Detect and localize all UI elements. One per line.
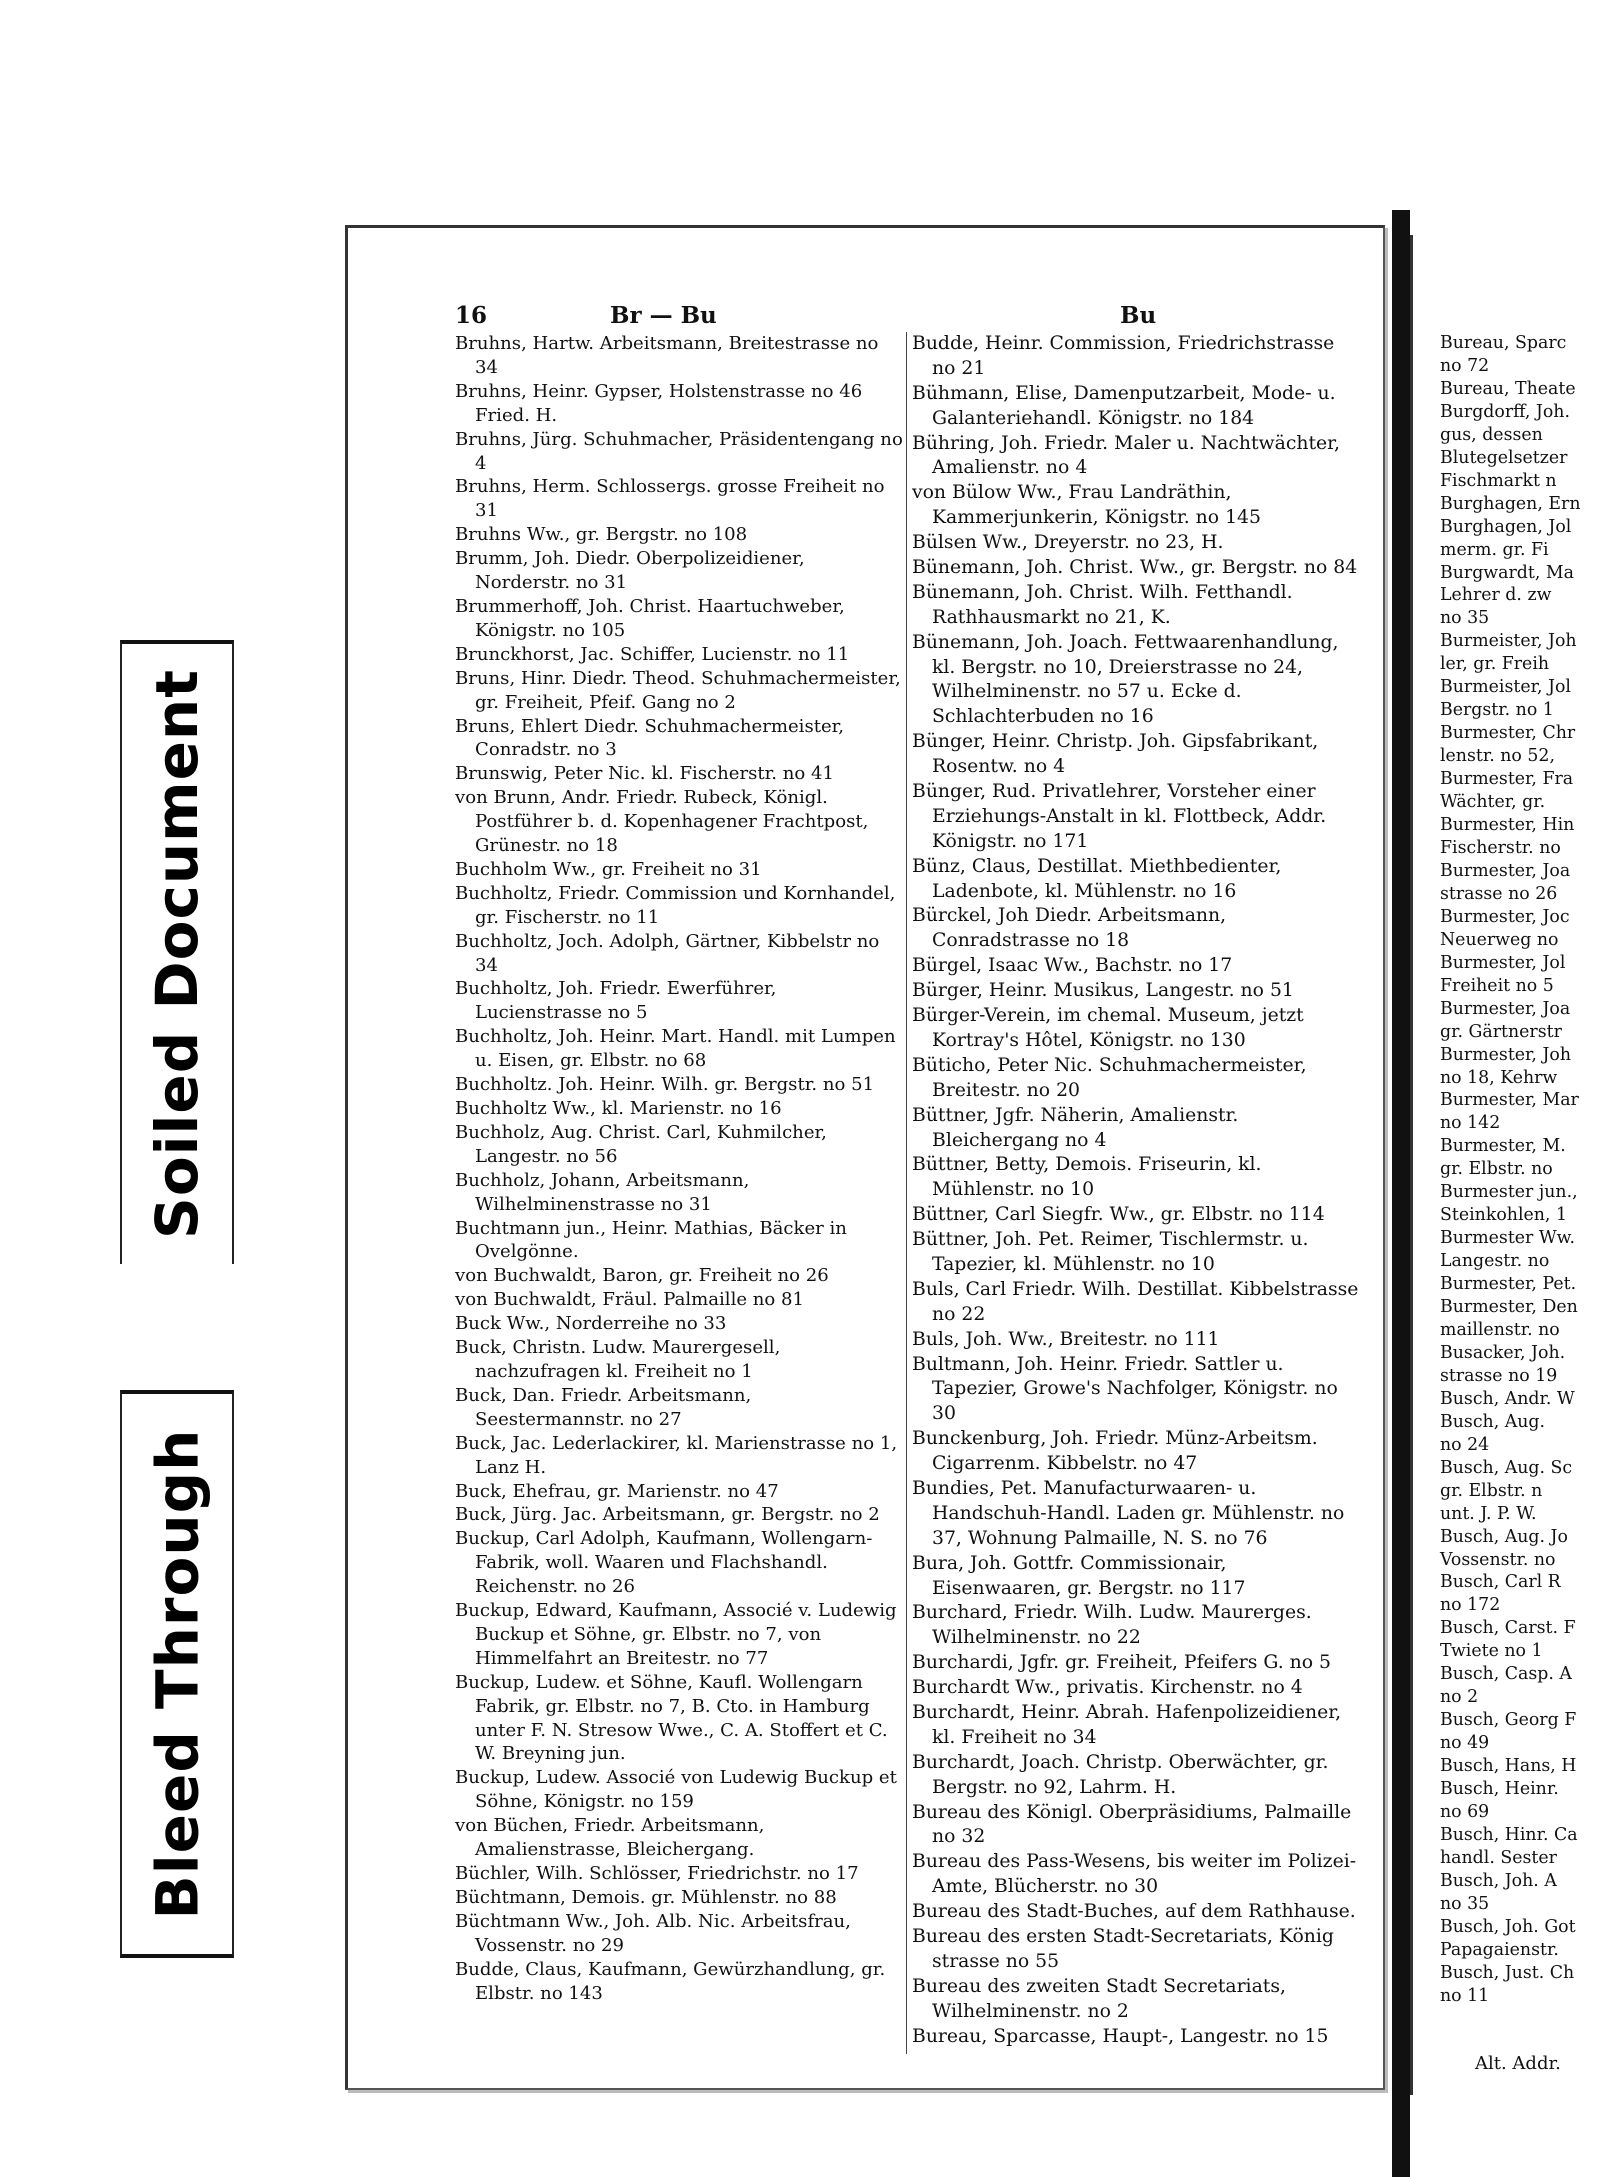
directory-entry: Bünger, Heinr. Christp. Joh. Gipsfabrikant, Rosentw. no 4: [912, 731, 1319, 778]
directory-entry: Büttner, Joh. Pet. Reimer, Tischlermstr. u. Tapezier, kl. Mühlenstr. no 10: [912, 1229, 1309, 1275]
directory-entry: Buchholtz. Joh. Heinr. Wilh. gr. Bergstr. no 51: [455, 1074, 875, 1096]
directory-entry: Busacker, Joh.: [1440, 1342, 1566, 1363]
directory-entry: Burgwardt, Ma: [1440, 562, 1574, 583]
directory-entry: Bureau, Sparc: [1440, 333, 1567, 353]
directory-entry: Bureau des ersten Stadt-Secretariats, König strasse no 55: [912, 1926, 1334, 1972]
soiled-document-stamp: Soiled Document: [120, 640, 234, 1264]
directory-entry: Bura, Joh. Gottfr. Commissionair, Eisenwaaren, gr. Bergstr. no 117: [912, 1552, 1246, 1599]
directory-entry: Bureau, Theate: [1440, 378, 1576, 399]
directory-entry: Bruhns, Heinr. Gypser, Holstenstrasse no 46 Fried. H.: [455, 380, 863, 426]
directory-entry: Burchardt, Joach. Christp. Oberwächter, gr. Bergstr. no 92, Lahrm. H.: [912, 1751, 1329, 1798]
directory-entry: Bruhns, Jürg. Schuhmacher, Präsidentengang no 4: [455, 428, 903, 474]
directory-entry: merm. gr. Fi: [1440, 539, 1549, 560]
directory-entry: no 172: [1440, 1595, 1501, 1616]
directory-entry: Buck, Dan. Friedr. Arbeitsmann, Seestermannstr. no 27: [455, 1384, 752, 1430]
column-divider: [906, 332, 907, 2054]
directory-entry: Buck Ww., Norderreihe no 33: [455, 1313, 727, 1335]
directory-entry: Busch, Just. Ch: [1440, 1962, 1575, 1983]
directory-entry: Fischmarkt n: [1440, 470, 1557, 491]
directory-entry: Büchtmann, Demois. gr. Mühlenstr. no 88: [455, 1886, 837, 1908]
directory-entry: no 49: [1440, 1733, 1490, 1754]
directory-entry: Budde, Claus, Kaufmann, Gewürzhandlung, gr. Elbstr. no 143: [455, 1958, 886, 2004]
right-column-partial: [1440, 332, 1600, 2008]
directory-entry: ler, gr. Freih: [1440, 654, 1550, 675]
directory-entry: Busch, Joh. Got: [1440, 1916, 1576, 1937]
directory-entry: Bureau des Stadt-Buches, auf dem Rathhause.: [912, 1901, 1356, 1923]
directory-entry: Bühmann, Elise, Damenputzarbeit, Mode- u. Galanteriehandl. Königstr. no 184: [912, 382, 1336, 429]
directory-entry: Büttner, Betty, Demois. Friseurin, kl. Mühlenstr. no 10: [912, 1154, 1262, 1201]
directory-entry: Bruhns, Herm. Schlossergs. grosse Freiheit no 31: [455, 476, 885, 522]
directory-entry: Bureau des Königl. Oberpräsidiums, Palmaille no 32: [912, 1801, 1352, 1848]
directory-entry: Langestr. no: [1440, 1251, 1550, 1272]
directory-entry: Bünemann, Joh. Christ. Wilh. Fetthandl. Rathhausmarkt no 21, K.: [912, 581, 1293, 628]
directory-entry: Burmester, Hin: [1440, 815, 1575, 836]
directory-entry: Burmester, Joa: [1440, 860, 1571, 881]
directory-entry: Burmester, Joc: [1440, 906, 1570, 927]
directory-entry: Burmester, Mar: [1440, 1090, 1579, 1111]
directory-entry: von Brunn, Andr. Friedr. Rubeck, Königl. Postführer b. d. Kopenhagener Frachtpost, Grünestr. no 18: [455, 787, 869, 857]
directory-entry: Buchholm Ww., gr. Freiheit no 31: [455, 858, 762, 880]
directory-entry: gr. Elbstr. no: [1440, 1159, 1553, 1180]
directory-entry: Busch, Heinr.: [1440, 1779, 1559, 1800]
directory-entry: Burmester, Fra: [1440, 769, 1574, 790]
directory-entry: Bünemann, Joh. Joach. Fettwaarenhandlung, kl. Bergstr. no 10, Dreierstrasse no 24, Wilhelminenstr. no 57 u. Ecke d. Schlachterbuden no 16: [912, 631, 1339, 728]
directory-entry: Burgdorff, Joh.: [1440, 401, 1570, 422]
directory-entry: unt. J. P. W.: [1440, 1503, 1537, 1524]
directory-entry: Brumm, Joh. Diedr. Oberpolizeidiener, Norderstr. no 31: [455, 548, 805, 594]
directory-entry: Buchholtz Ww., kl. Marienstr. no 16: [455, 1098, 782, 1119]
directory-entry: Busch, Georg F: [1440, 1710, 1577, 1731]
directory-entry: no 35: [1440, 1893, 1490, 1914]
directory-entry: gr. Elbstr. n: [1440, 1480, 1543, 1501]
directory-entry: Bürger, Heinr. Musikus, Langestr. no 51: [912, 980, 1294, 1002]
directory-entry: Bünemann, Joh. Christ. Ww., gr. Bergstr. no 84: [912, 557, 1358, 579]
directory-entry: Brummerhoff, Joh. Christ. Haartuchweber, Königstr. no 105: [455, 595, 845, 641]
directory-entry: strasse no 26: [1440, 883, 1558, 904]
directory-entry: Büttner, Jgfr. Näherin, Amalienstr. Bleichergang no 4: [912, 1104, 1239, 1151]
left-running-head: Br — Bu: [610, 302, 717, 329]
page-number: 16: [455, 302, 488, 329]
directory-entry: Burmester Ww.: [1440, 1228, 1575, 1249]
directory-entry: Bürckel, Joh Diedr. Arbeitsmann, Conradstrasse no 18: [912, 905, 1227, 952]
directory-entry: Buls, Joh. Ww., Breitestr. no 111: [912, 1328, 1220, 1350]
directory-entry: Burmester, Jol: [1440, 952, 1566, 973]
directory-entry: Buchholtz, Joch. Adolph, Gärtner, Kibbelstr no 34: [455, 930, 880, 976]
directory-entry: Busch, Casp. A: [1440, 1664, 1572, 1685]
directory-entry: handl. Sester: [1440, 1847, 1557, 1868]
middle-column: [912, 332, 1360, 2049]
directory-entry: Büchler, Wilh. Schlösser, Friedrichstr. no 17: [455, 1863, 859, 1884]
directory-entry: Büchtmann Ww., Joh. Alb. Nic. Arbeitsfrau, Vossenstr. no 29: [455, 1910, 851, 1956]
directory-entry: Wächter, gr.: [1440, 792, 1546, 813]
directory-entry: strasse no 19: [1440, 1365, 1558, 1386]
directory-entry: Burmester, Den: [1440, 1297, 1578, 1318]
directory-entry: Bürger-Verein, im chemal. Museum, jetzt Kortray's Hôtel, Königstr. no 130: [912, 1005, 1304, 1051]
directory-entry: Burmeister, Joh: [1440, 631, 1577, 652]
directory-entry: lenstr. no 52,: [1440, 746, 1555, 767]
directory-entry: Bureau des Pass-Wesens, bis weiter im Polizei-Amte, Blücherstr. no 30: [912, 1851, 1357, 1898]
directory-entry: von Buchwaldt, Fräul. Palmaille no 81: [455, 1289, 805, 1311]
directory-entry: no 69: [1440, 1802, 1490, 1822]
directory-entry: Busch, Hinr. Ca: [1440, 1824, 1578, 1845]
directory-entry: Freiheit no 5: [1440, 975, 1554, 996]
directory-entry: Steinkohlen, 1: [1440, 1205, 1567, 1226]
directory-entry: Burmester, Joa: [1440, 998, 1571, 1019]
directory-entry: Bruhns Ww., gr. Bergstr. no 108: [455, 524, 748, 546]
directory-entry: no 142: [1440, 1113, 1501, 1134]
directory-entry: Neuerweg no: [1440, 929, 1559, 950]
directory-entry: Buchholtz, Joh. Heinr. Mart. Handl. mit Lumpen u. Eisen, gr. Elbstr. no 68: [455, 1026, 896, 1072]
directory-entry: Bundies, Pet. Manufacturwaaren- u. Handschuh-Handl. Laden gr. Mühlenstr. no 37, Wohnung Palmaille, N. S. no 76: [912, 1477, 1345, 1549]
directory-entry: Bünger, Rud. Privatlehrer, Vorsteher einer Erziehungs-Anstalt in kl. Flottbeck, Addr. Königstr. no 171: [912, 781, 1327, 852]
directory-entry: Buchtmann jun., Heinr. Mathias, Bäcker in Ovelgönne.: [455, 1217, 847, 1263]
directory-entry: Papagaienstr.: [1440, 1939, 1559, 1960]
directory-entry: Buck, Ehefrau, gr. Marienstr. no 47: [455, 1480, 779, 1502]
directory-entry: Twiete no 1: [1440, 1641, 1543, 1662]
directory-entry: von Buchwaldt, Baron, gr. Freiheit no 26: [455, 1265, 829, 1287]
directory-entry: gr. Gärtnerstr: [1440, 1021, 1562, 1042]
directory-entry: Bülsen Ww., Dreyerstr. no 23, H.: [912, 532, 1224, 554]
directory-entry: Burghagen, Jol: [1440, 516, 1572, 537]
directory-entry: Buchholtz, Friedr. Commission und Kornhandel, gr. Fischerstr. no 11: [455, 882, 896, 928]
directory-entry: Brunckhorst, Jac. Schiffer, Lucienstr. no 11: [455, 643, 850, 665]
directory-entry: Vossenstr. no: [1440, 1549, 1556, 1570]
directory-entry: Fischerstr. no: [1440, 837, 1561, 858]
directory-entry: Buchholtz, Joh. Friedr. Ewerführer, Lucienstrasse no 5: [455, 978, 777, 1024]
directory-entry: no 72: [1440, 355, 1490, 376]
directory-entry: Bureau des zweiten Stadt Secretariats, Wilhelminenstr. no 2: [912, 1975, 1286, 2022]
directory-entry: no 24: [1440, 1434, 1490, 1455]
directory-entry: Burmeister, Jol: [1440, 677, 1571, 698]
directory-entry: Buchholz, Johann, Arbeitsmann, Wilhelminenstrasse no 31: [455, 1169, 750, 1215]
directory-entry: Bünz, Claus, Destillat. Miethbedienter, Ladenbote, kl. Mühlenstr. no 16: [912, 855, 1282, 902]
directory-entry: Buckup, Ludew. Associé von Ludewig Buckup et Söhne, Königstr. no 159: [455, 1767, 897, 1813]
directory-entry: Blutegelsetzer: [1440, 447, 1568, 468]
directory-entry: Büticho, Peter Nic. Schuhmachermeister, Breitestr. no 20: [912, 1054, 1307, 1101]
directory-entry: Burchardt, Heinr. Abrah. Hafenpolizeidiener, kl. Freiheit no 34: [912, 1701, 1342, 1748]
directory-entry: no 18, Kehrw: [1440, 1067, 1558, 1088]
bleed-through-stamp: Bleed Through: [120, 1390, 234, 1958]
directory-entry: Bürgel, Isaac Ww., Bachstr. no 17: [912, 955, 1233, 977]
mid-running-head: Bu: [1120, 302, 1157, 329]
directory-entry: Bruns, Hinr. Diedr. Theod. Schuhmachermeister, gr. Freiheit, Pfeif. Gang no 2: [455, 667, 901, 713]
directory-entry: Burmester, Joh: [1440, 1044, 1572, 1065]
directory-entry: Lehrer d. zw: [1440, 585, 1552, 606]
directory-entry: Burghagen, Ern: [1440, 493, 1581, 514]
directory-entry: no 2: [1440, 1687, 1479, 1708]
directory-entry: Bruhns, Hartw. Arbeitsmann, Breitestrasse no 34: [455, 333, 879, 378]
directory-entry: Burchard, Friedr. Wilh. Ludw. Maurerges. Wilhelminenstr. no 22: [912, 1602, 1312, 1649]
directory-entry: Buckup, Carl Adolph, Kaufmann, Wollengarn-Fabrik, woll. Waaren und Flachshandl. Reichenstr. no 26: [455, 1528, 873, 1598]
directory-entry: no 35: [1440, 608, 1490, 629]
left-column: [455, 332, 903, 2005]
directory-entry: Buckup, Edward, Kaufmann, Associé v. Ludewig Buckup et Söhne, gr. Elbstr. no 7, von Himmelfahrt an Breitestr. no 77: [455, 1600, 897, 1669]
directory-entry: Burmester, Pet.: [1440, 1274, 1577, 1295]
directory-entry: Busch, Joh. A: [1440, 1870, 1557, 1891]
directory-entry: Bultmann, Joh. Heinr. Friedr. Sattler u. Tapezier, Growe's Nachfolger, Königstr. no 30: [912, 1353, 1338, 1425]
directory-entry: Burmester jun.,: [1440, 1182, 1578, 1203]
directory-entry: Buck, Jac. Lederlackirer, kl. Marienstrasse no 1, Lanz H.: [455, 1432, 898, 1478]
directory-entry: Burmester, Chr: [1440, 723, 1576, 744]
directory-entry: von Bülow Ww., Frau Landräthin, Kammerjunkerin, Königstr. no 145: [912, 482, 1261, 529]
directory-entry: Bergstr. no 1: [1440, 700, 1554, 721]
footer-note: Alt. Addr.: [1475, 2053, 1561, 2074]
directory-entry: Burmester, M.: [1440, 1136, 1566, 1157]
directory-entry: Brunswig, Peter Nic. kl. Fischerstr. no 41: [455, 763, 835, 785]
directory-entry: maillenstr. no: [1440, 1319, 1560, 1340]
directory-entry: Buchholz, Aug. Christ. Carl, Kuhmilcher, Langestr. no 56: [455, 1121, 827, 1167]
directory-entry: Busch, Andr. W: [1440, 1388, 1575, 1409]
directory-entry: von Büchen, Friedr. Arbeitsmann, Amalienstrasse, Bleichergang.: [455, 1815, 765, 1861]
book-spine: [1392, 210, 1410, 2177]
directory-entry: Busch, Aug.: [1440, 1411, 1546, 1432]
directory-entry: Busch, Aug. Sc: [1440, 1457, 1573, 1478]
directory-entry: gus, dessen: [1440, 424, 1543, 445]
directory-entry: Busch, Hans, H: [1440, 1756, 1577, 1777]
directory-entry: Büttner, Carl Siegfr. Ww., gr. Elbstr. no 114: [912, 1204, 1325, 1226]
directory-entry: Bruns, Ehlert Diedr. Schuhmachermeister, Conradstr. no 3: [455, 715, 845, 761]
directory-entry: no 11: [1440, 1985, 1490, 2006]
directory-entry: Budde, Heinr. Commission, Friedrichstrasse no 21: [912, 333, 1335, 379]
directory-entry: Burchardi, Jgfr. gr. Freiheit, Pfeifers G. no 5: [912, 1652, 1332, 1674]
directory-entry: Buck, Christn. Ludw. Maurergesell, nachzufragen kl. Freiheit no 1: [455, 1337, 781, 1382]
directory-entry: Burchardt Ww., privatis. Kirchenstr. no 4: [912, 1677, 1303, 1699]
directory-entry: Buls, Carl Friedr. Wilh. Destillat. Kibbelstrasse no 22: [912, 1278, 1359, 1325]
directory-entry: Bureau, Sparcasse, Haupt-, Langestr. no 15: [912, 2025, 1329, 2047]
directory-entry: Busch, Carl R: [1440, 1572, 1561, 1593]
directory-entry: Bühring, Joh. Friedr. Maler u. Nachtwächter, Amalienstr. no 4: [912, 432, 1341, 479]
directory-entry: Busch, Carst. F: [1440, 1618, 1576, 1639]
directory-entry: Buckup, Ludew. et Söhne, Kaufl. Wollengarn Fabrik, gr. Elbstr. no 7, B. Cto. in Hamburg unter F. N. Stresow Wwe., C. A. Stoffert et C. W. Breyning jun.: [455, 1671, 888, 1765]
directory-entry: Bunckenburg, Joh. Friedr. Münz-Arbeitsm. Cigarrenm. Kibbelstr. no 47: [912, 1428, 1318, 1475]
directory-entry: Buck, Jürg. Jac. Arbeitsmann, gr. Bergstr. no 2: [455, 1504, 880, 1526]
directory-entry: Busch, Aug. Jo: [1440, 1526, 1568, 1547]
